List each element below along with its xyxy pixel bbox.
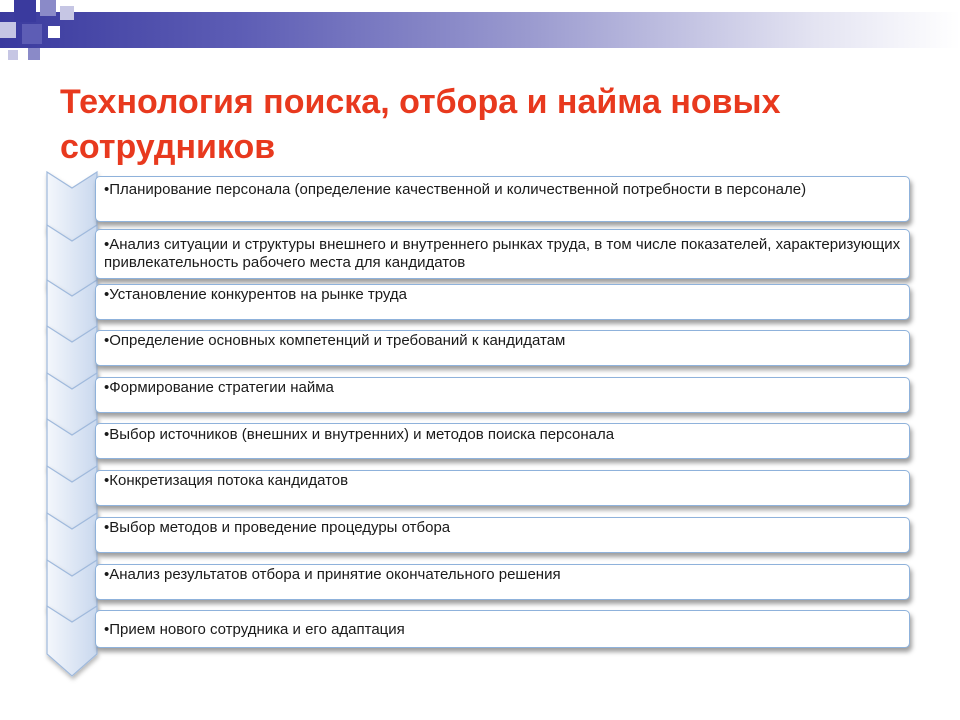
step-box — [95, 470, 910, 506]
step-text: •Выбор методов и проведение процедуры отбора — [104, 519, 451, 536]
step-text: •Установление конкурентов на рынке труда — [104, 286, 407, 303]
step-text: •Анализ результатов отбора и принятие окончательного решения — [104, 566, 561, 583]
step-box — [95, 330, 910, 366]
step-text: •Планирование персонала (определение качественной и количественной потребности в персонале) — [104, 181, 807, 198]
step-text: •Прием нового сотрудника и его адаптация — [104, 621, 405, 638]
step-box — [95, 610, 910, 648]
step-box — [95, 517, 910, 553]
page-title: Технология поиска, отбора и найма новых сотрудников — [60, 83, 781, 166]
step-text: •Определение основных компетенций и требований к кандидатам — [104, 332, 566, 349]
step-text: •Конкретизация потока кандидатов — [104, 472, 349, 489]
step-box — [95, 564, 910, 600]
step-text: •Выбор источников (внешних и внутренних) и методов поиска персонала — [104, 426, 615, 443]
step-box — [95, 284, 910, 320]
step-text: •Формирование стратегии найма — [104, 379, 334, 396]
step-box — [95, 423, 910, 459]
step-box — [95, 229, 910, 279]
step-box — [95, 176, 910, 222]
step-text: •Анализ ситуации и структуры внешнего и внутреннего рынках труда, в том числе показателей, характеризующих привлекательность рабочего места для кандидатов — [104, 236, 901, 271]
step-box — [95, 377, 910, 413]
